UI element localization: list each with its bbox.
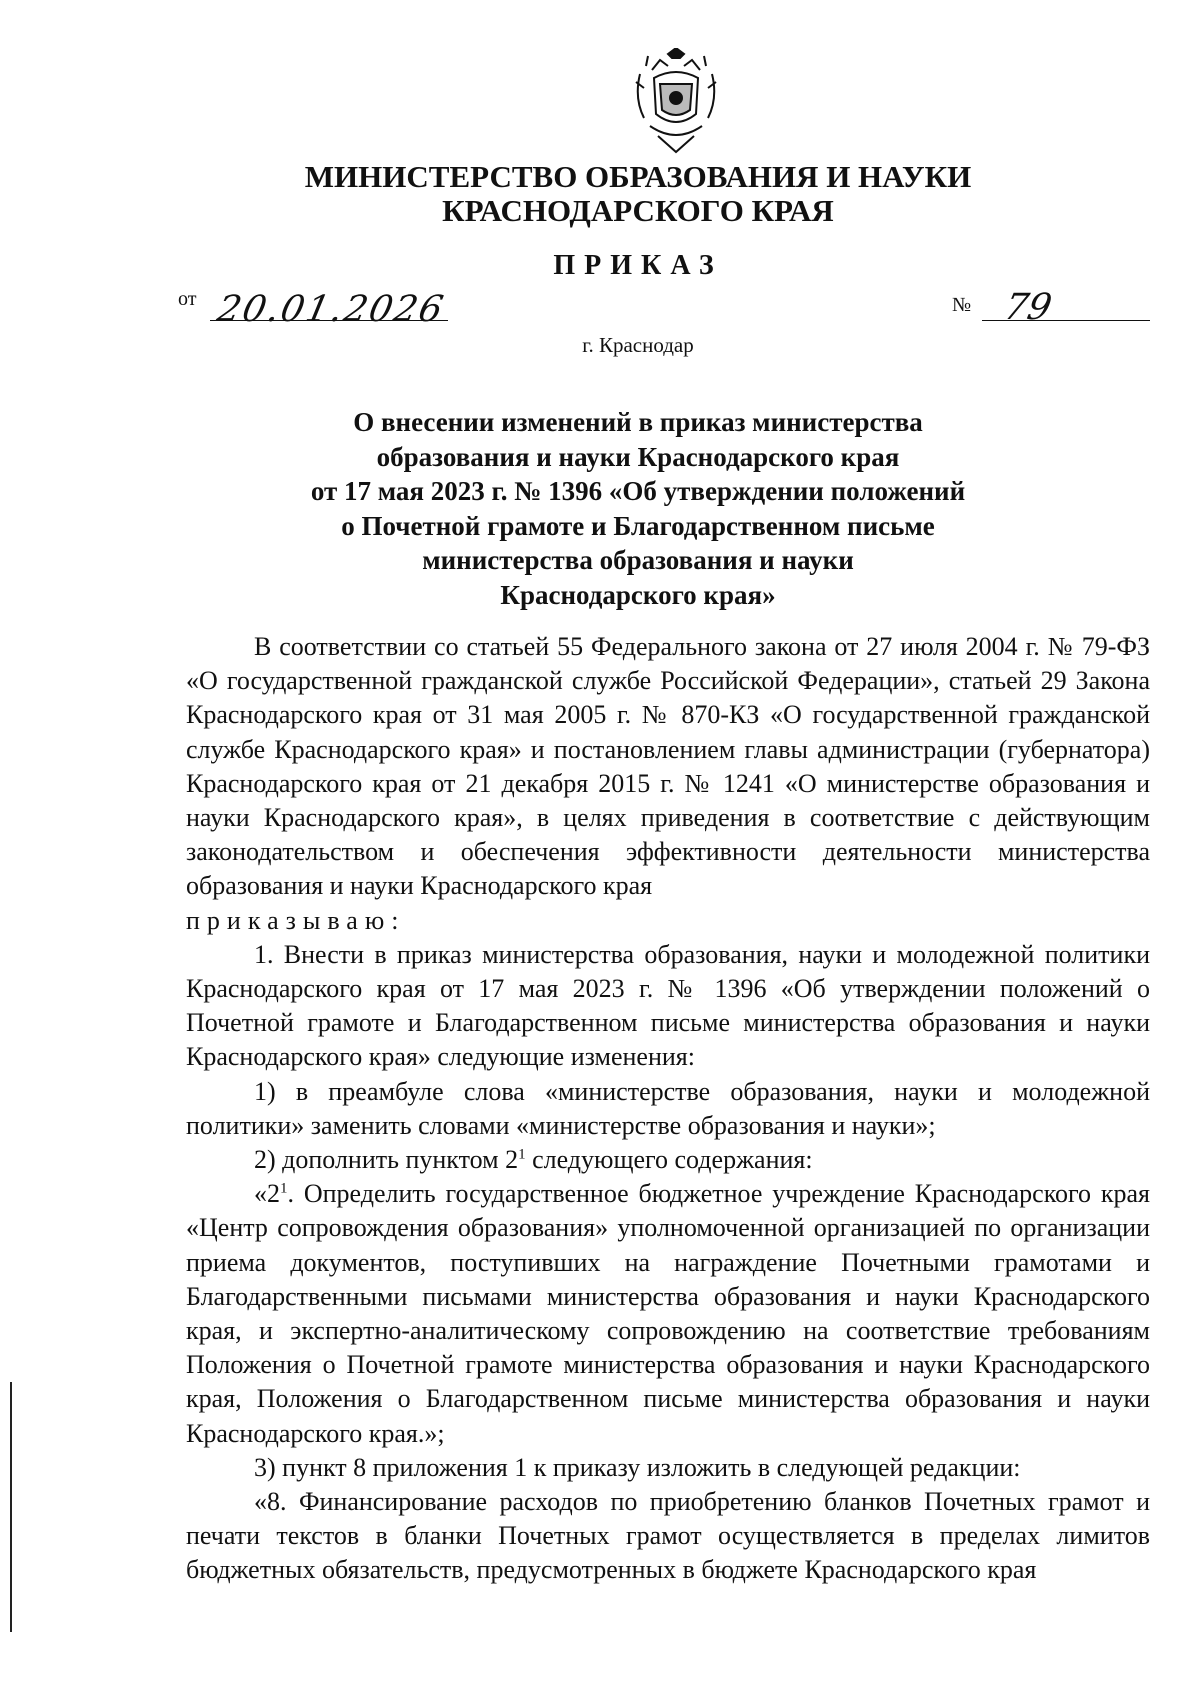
title-line: Краснодарского края»: [500, 579, 776, 610]
document-title: [230, 405, 1046, 612]
handwritten-date: 20.01.2026: [213, 289, 449, 330]
title-line: О внесении изменений в приказ министерства: [353, 407, 923, 437]
city: г. Краснодар: [582, 333, 694, 357]
subitem-3-paragraph: 3) пункт 8 приложения 1 к приказу изложить в следующей редакции:: [254, 1452, 1021, 1482]
ministry-name: [300, 160, 976, 228]
point-8-paragraph: «8. Финансирование расходов по приобретению бланков Почетных грамот и печати текстов в бланки Почетных грамот осуществляется в пределах лимитов бюджетных обязательств, предусмотренных в бюджете Краснодарского края: [186, 1487, 1150, 1585]
number-prefix: №: [952, 294, 972, 316]
date-underline: [210, 320, 448, 321]
date-prefix: от: [178, 288, 197, 310]
ministry-line-2: КРАСНОДАРСКОГО КРАЯ: [442, 193, 834, 228]
ministry-line-1: МИНИСТЕРСТВО ОБРАЗОВАНИЯ И НАУКИ: [304, 159, 972, 194]
scan-margin-line: [10, 1382, 12, 1632]
document-type: ПРИКАЗ: [553, 250, 723, 281]
order-word: приказываю:: [186, 905, 406, 935]
title-line: образования и науки Краснодарского края: [376, 441, 900, 472]
title-line: о Почетной грамоте и Благодарственном письме: [341, 510, 935, 541]
title-line: министерства образования и науки: [422, 545, 854, 575]
coat-of-arms-emblem: [630, 48, 722, 154]
subitem-2-paragraph: 2) дополнить пунктом $2^1$ следующего содержания:: [254, 1145, 813, 1175]
item-1-paragraph: 1. Внести в приказ министерства образования, науки и молодежной политики Краснодарского края от 17 мая 2023 г. № 1396 «Об утверждении положений о Почетной грамоте и Благодарственном письме министерства образования и науки Краснодарского края» следующие изменения:: [186, 939, 1150, 1072]
title-line: от 17 мая 2023 г. № 1396 «Об утверждении положений: [310, 476, 966, 506]
handwritten-number: 79: [1000, 287, 1056, 328]
subitem-1-paragraph: 1) в преамбуле слова «министерстве образования, науки и молодежной политики» заменить словами «министерстве образования и науки»;: [186, 1076, 1150, 1140]
point-2-1-paragraph: «$2^1$. Определить государственное бюджетное учреждение Краснодарского края «Центр сопровождения образования» уполномоченной организацией по организации приема документов, поступивших на награждение Почетными грамотами и Благодарственными письмами министерства образования и науки Краснодарского края, и экспертно-аналитическому сопровождению на соответствие требованиям Положения о Почетной грамоте министерства образования и науки Краснодарского края, Положения о Благодарственном письме министерства образования и науки Краснодарского края.»;: [186, 1179, 1150, 1448]
document-body: [186, 630, 1150, 1588]
preamble-paragraph: В соответствии со статьей 55 Федерального закона от 27 июля 2004 г. № 79-ФЗ «О государственной гражданской службе Российской Федерации», статьей 29 Закона Краснодарского края от 31 мая 2005 г. № 870-КЗ «О государственной гражданской службе Краснодарского края» и постановлением главы администрации (губернатора) Краснодарского края от 21 декабря 2015 г. № 1241 «О министерстве образования и науки Краснодарского края», в целях приведения в соответствие с действующим законодательством и обеспечения эффективности деятельности министерства образования и науки Краснодарского края: [186, 632, 1150, 901]
number-underline: [982, 320, 1150, 321]
